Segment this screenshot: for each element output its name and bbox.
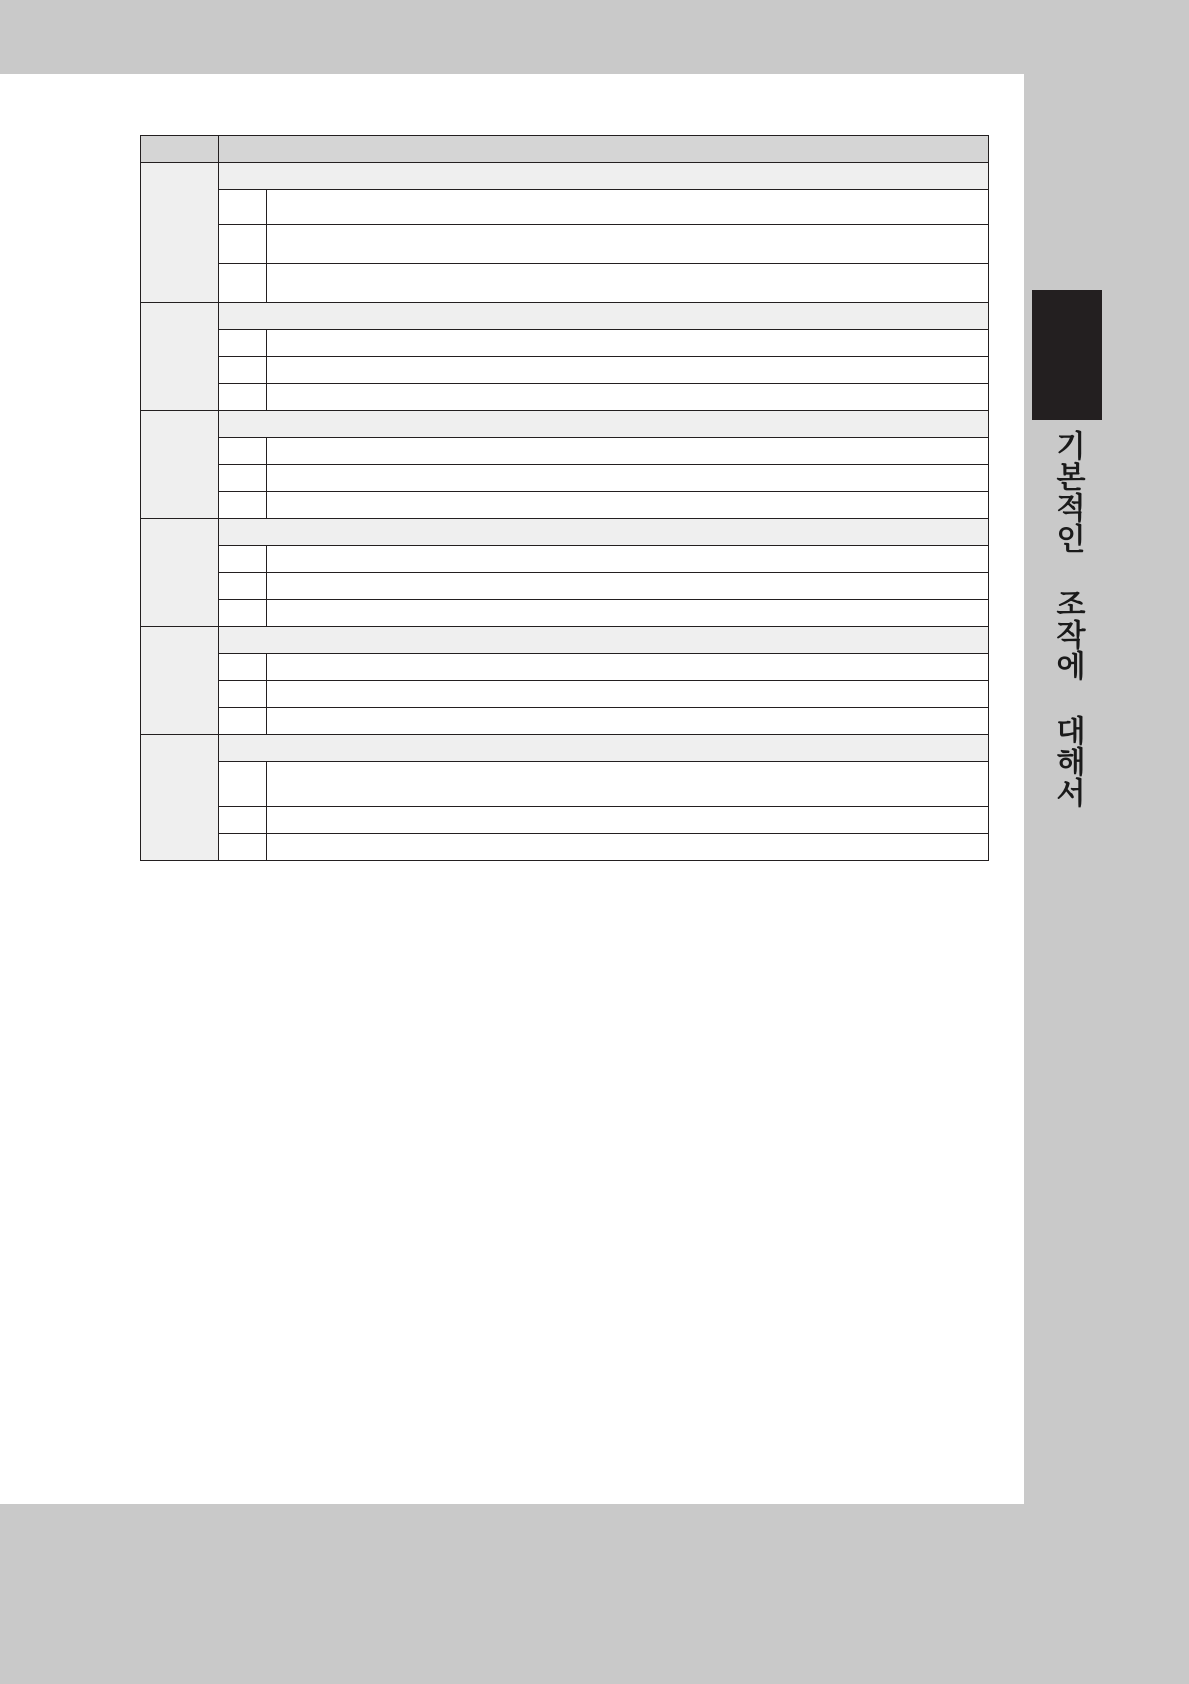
row-number-cell — [219, 264, 267, 303]
row-desc-cell — [267, 225, 989, 264]
row-number-cell — [219, 708, 267, 735]
table-row — [141, 225, 989, 264]
row-number-cell — [219, 384, 267, 411]
row-desc-cell — [267, 384, 989, 411]
row-desc-cell — [267, 190, 989, 225]
row-desc-cell — [267, 357, 989, 384]
row-desc-cell — [267, 264, 989, 303]
table-row — [141, 330, 989, 357]
row-desc-cell — [267, 492, 989, 519]
section-label-cell — [219, 519, 989, 546]
section-label-cell — [219, 303, 989, 330]
specification-table — [140, 135, 989, 861]
group-label-cell — [141, 411, 219, 519]
table-row — [141, 303, 989, 330]
table-row — [141, 465, 989, 492]
row-number-cell — [219, 654, 267, 681]
row-number-cell — [219, 357, 267, 384]
row-number-cell — [219, 762, 267, 807]
group-label-cell — [141, 519, 219, 627]
row-desc-cell — [267, 438, 989, 465]
table-row — [141, 627, 989, 654]
table-row — [141, 708, 989, 735]
row-desc-cell — [267, 807, 989, 834]
row-desc-cell — [267, 834, 989, 861]
section-label-cell — [219, 627, 989, 654]
table-row — [141, 807, 989, 834]
table-header-row — [141, 136, 989, 163]
table-row — [141, 190, 989, 225]
row-desc-cell — [267, 330, 989, 357]
row-number-cell — [219, 807, 267, 834]
row-desc-cell — [267, 600, 989, 627]
table-row — [141, 600, 989, 627]
table-row — [141, 411, 989, 438]
row-desc-cell — [267, 762, 989, 807]
table-row — [141, 438, 989, 465]
row-desc-cell — [267, 573, 989, 600]
section-label-cell — [219, 411, 989, 438]
row-number-cell — [219, 190, 267, 225]
row-desc-cell — [267, 681, 989, 708]
row-number-cell — [219, 573, 267, 600]
table-row — [141, 546, 989, 573]
row-number-cell — [219, 492, 267, 519]
table-row — [141, 163, 989, 190]
row-desc-cell — [267, 708, 989, 735]
table-header — [141, 136, 989, 163]
table-row — [141, 357, 989, 384]
table-row — [141, 762, 989, 807]
row-desc-cell — [267, 546, 989, 573]
table-row — [141, 573, 989, 600]
header-cell-group — [141, 136, 219, 163]
row-desc-cell — [267, 465, 989, 492]
table-row — [141, 492, 989, 519]
table-row — [141, 519, 989, 546]
table-row — [141, 681, 989, 708]
row-number-cell — [219, 225, 267, 264]
side-tab-marker — [1032, 290, 1102, 420]
table-row — [141, 264, 989, 303]
row-number-cell — [219, 681, 267, 708]
row-number-cell — [219, 834, 267, 861]
table-row — [141, 834, 989, 861]
group-label-cell — [141, 163, 219, 303]
group-label-cell — [141, 735, 219, 861]
table-row — [141, 654, 989, 681]
side-tab-label: 기본적인 조작에 대해서 — [1051, 430, 1084, 808]
row-number-cell — [219, 546, 267, 573]
row-number-cell — [219, 330, 267, 357]
row-desc-cell — [267, 654, 989, 681]
row-number-cell — [219, 438, 267, 465]
row-number-cell — [219, 465, 267, 492]
section-label-cell — [219, 163, 989, 190]
section-label-cell — [219, 735, 989, 762]
header-cell-desc — [219, 136, 989, 163]
group-label-cell — [141, 303, 219, 411]
group-label-cell — [141, 627, 219, 735]
row-number-cell — [219, 600, 267, 627]
table-body — [141, 163, 989, 861]
table-row — [141, 735, 989, 762]
table-row — [141, 384, 989, 411]
